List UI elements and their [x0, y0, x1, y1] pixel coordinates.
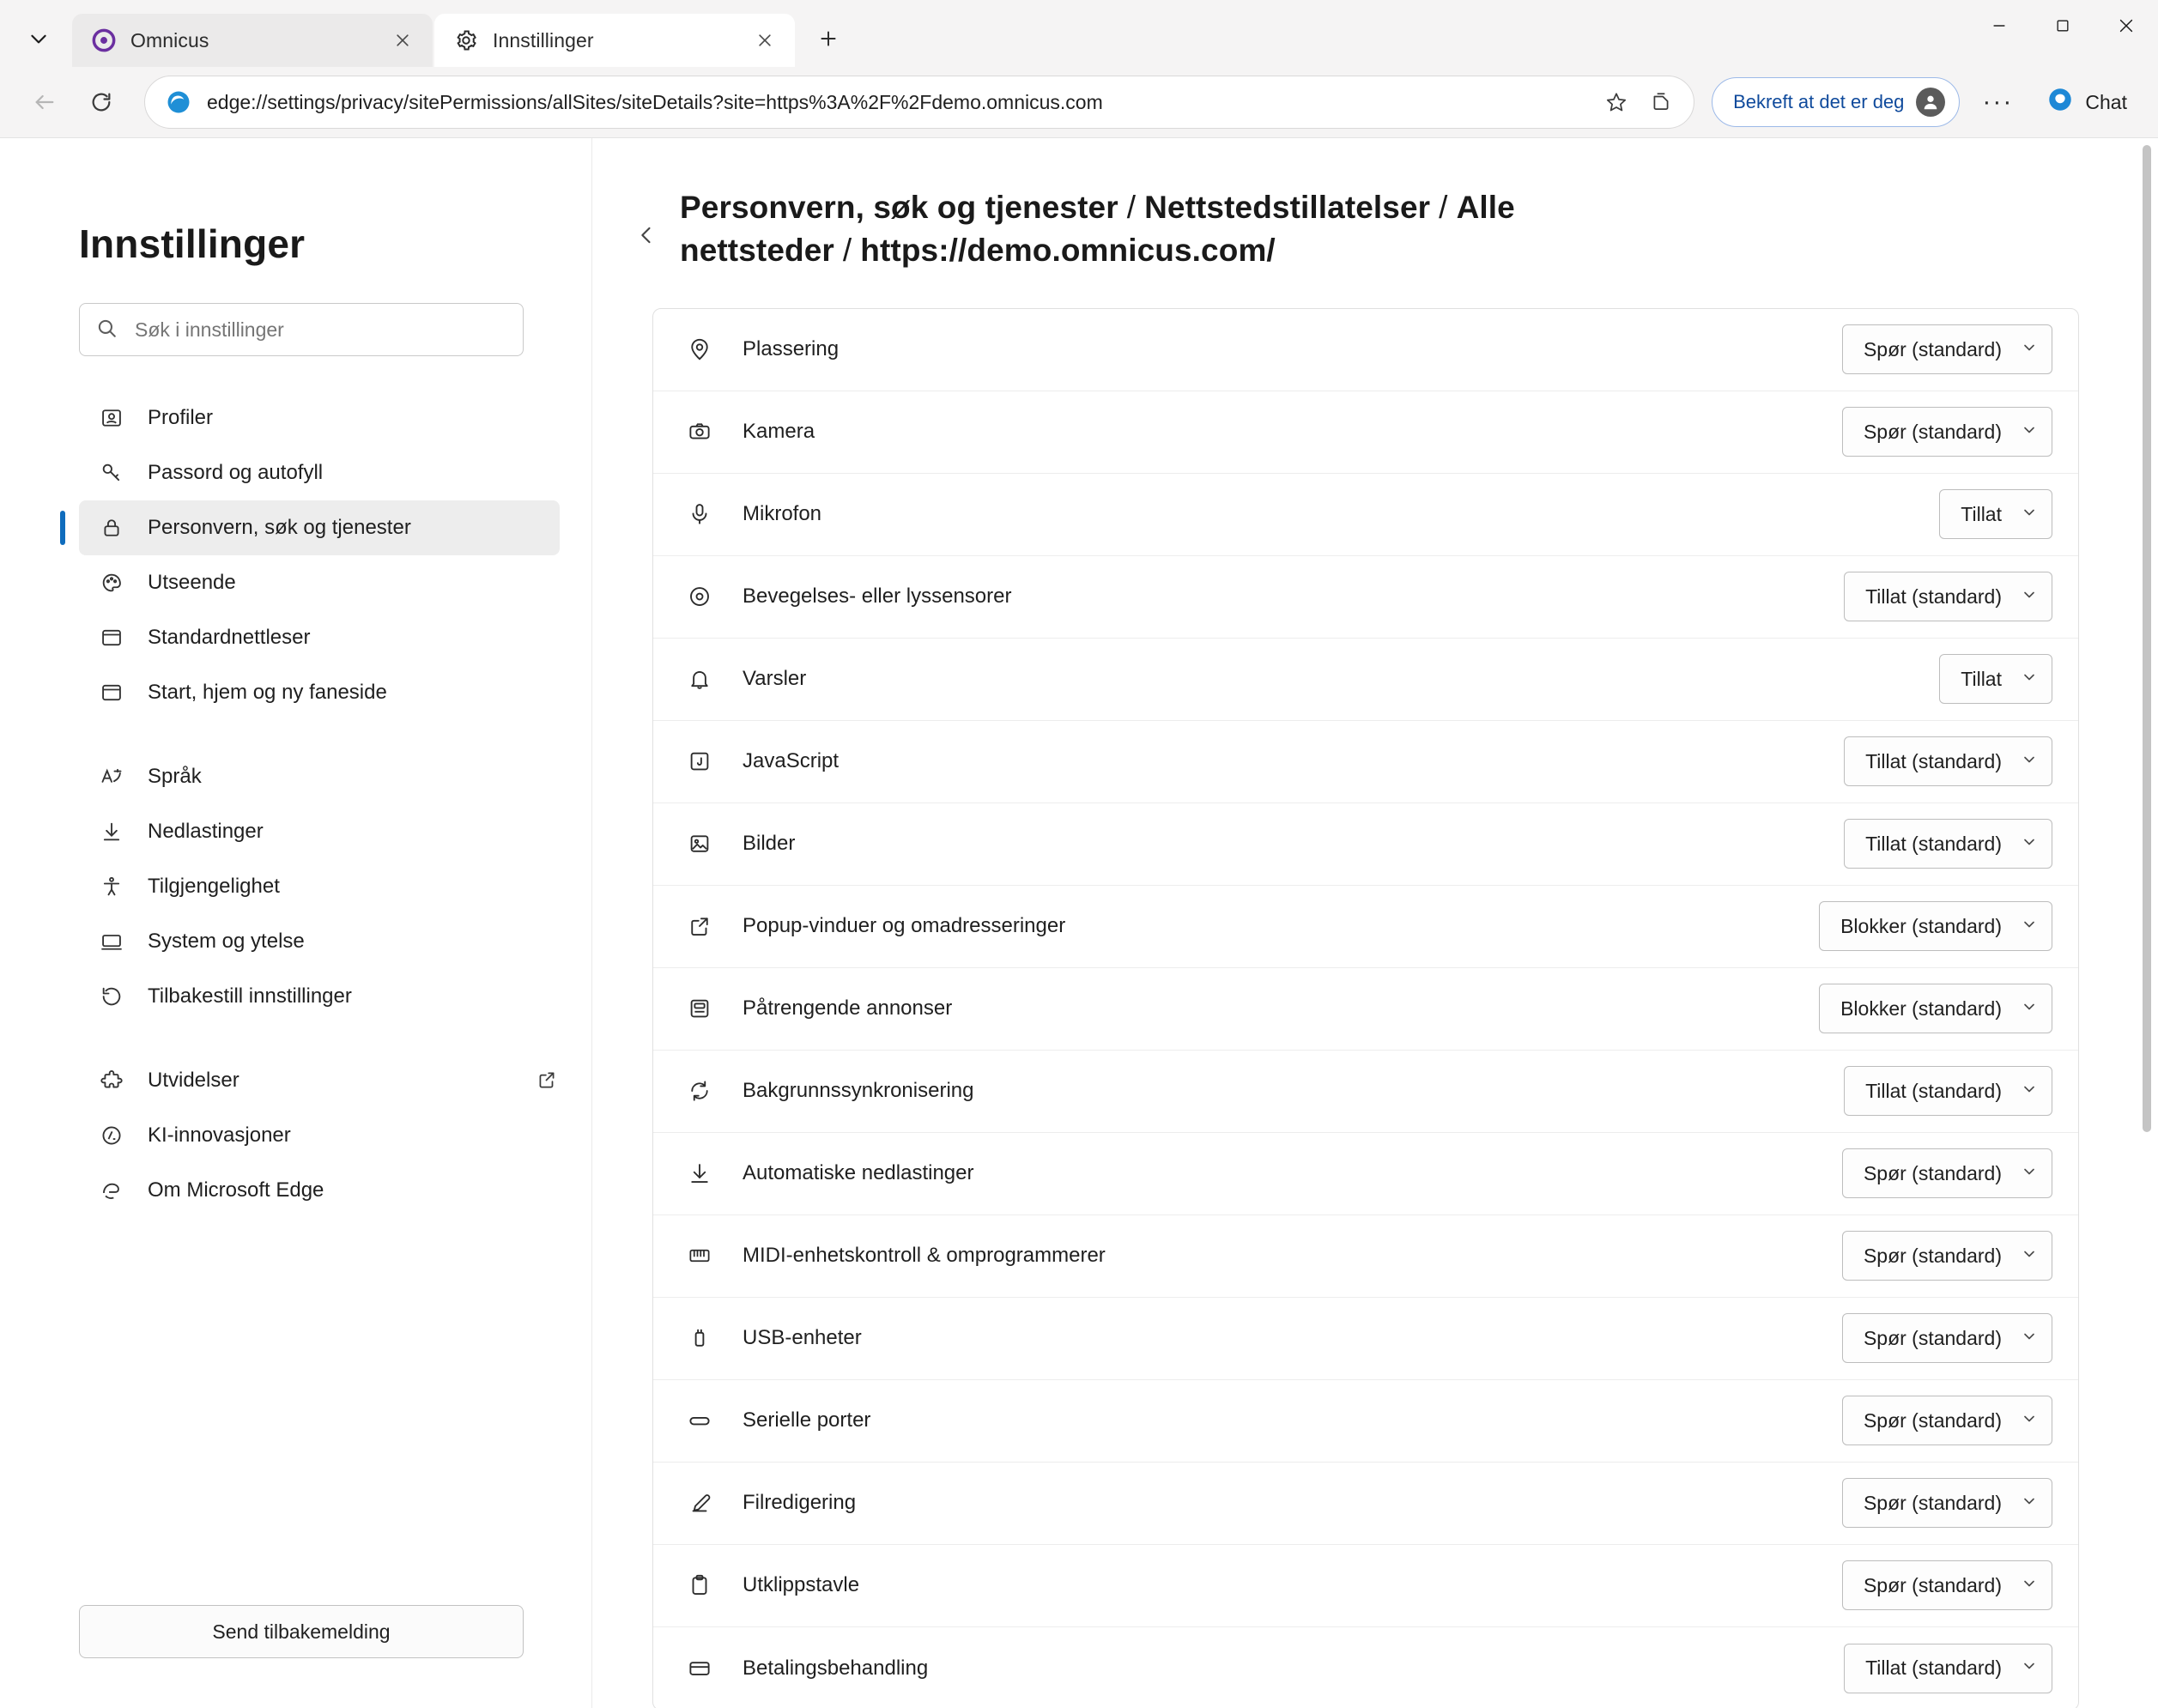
settings-main-pane [592, 138, 2158, 1708]
permission-value: Spør (standard) [1863, 1491, 2002, 1514]
page-content [0, 137, 2158, 1708]
breadcrumb-item-4: https://demo.omnicus.com/ [860, 232, 1276, 268]
sidebar-item-profiler[interactable] [79, 391, 560, 445]
permission-value: Tillat (standard) [1865, 1079, 2002, 1102]
settings-and-more-button[interactable] [1972, 76, 2023, 128]
sidebar-item-utvidelser[interactable] [79, 1053, 560, 1108]
permission-label: Mikrofon [743, 502, 822, 526]
sidebar-item-start-hjem-og-ny-faneside[interactable] [79, 665, 560, 720]
permission-label: Betalingsbehandling [743, 1656, 929, 1680]
sidebar-item-label: KI-innovasjoner [148, 1124, 291, 1147]
star-icon[interactable] [1594, 80, 1639, 124]
tab-omnicus[interactable] [72, 14, 433, 67]
permission-select[interactable] [1819, 984, 2052, 1033]
accessibility-icon [98, 873, 125, 900]
permission-row-bakgrunnssynkronisering [653, 1051, 2078, 1133]
chevron-down-icon [2021, 751, 2038, 772]
sidebar-item-label: Start, hjem og ny faneside [148, 681, 387, 704]
permission-row-filredigering [653, 1463, 2078, 1545]
address-bar[interactable] [144, 76, 1694, 129]
chevron-down-icon [2021, 504, 2038, 525]
midi-icon [682, 1239, 717, 1273]
nav-group-2 [79, 749, 557, 1024]
permission-label: Plassering [743, 337, 840, 361]
verify-identity-button[interactable] [1712, 77, 1960, 127]
permission-value: Tillat (standard) [1865, 584, 2002, 608]
tab-actions-chevron-down-icon[interactable] [12, 15, 65, 62]
permission-select[interactable] [1844, 1644, 2052, 1693]
file-edit-icon [682, 1486, 717, 1520]
sidebar-item-ki-innovasjoner[interactable] [79, 1108, 560, 1163]
permission-row-usb-enheter [653, 1298, 2078, 1380]
close-icon[interactable] [749, 24, 781, 57]
permission-select[interactable] [1842, 1560, 2052, 1610]
breadcrumb-separator: / [1439, 190, 1448, 225]
permission-value: Spør (standard) [1863, 1244, 2002, 1267]
permission-label: Automatiske nedlastinger [743, 1161, 974, 1185]
window-icon [98, 679, 125, 706]
send-feedback-button[interactable] [79, 1605, 524, 1658]
permission-select[interactable] [1844, 572, 2052, 621]
breadcrumb-separator: / [842, 232, 852, 268]
sidebar-item-label: Utvidelser [148, 1069, 239, 1092]
chat-label: Chat [2085, 90, 2127, 113]
tab-strip [72, 14, 795, 67]
sidebar-item-tilgjengelighet[interactable] [79, 859, 560, 914]
image-icon [682, 827, 717, 861]
search-icon [95, 317, 118, 343]
permission-row-popup-vinduer-og-omadresseringer [653, 886, 2078, 968]
sidebar-item-label: Profiler [148, 406, 214, 429]
sync-icon [682, 1074, 717, 1108]
breadcrumb-item-3[interactable]: Alle nettsteder [680, 190, 1515, 268]
avatar [1916, 88, 1945, 117]
sidebar-item-label: Utseende [148, 571, 236, 594]
chevron-down-icon [2021, 1493, 2038, 1514]
sidebar-item-label: System og ytelse [148, 930, 305, 953]
profile-icon [98, 404, 125, 432]
permission-label: Bakgrunnssynkronisering [743, 1079, 974, 1103]
permission-row-javascript [653, 721, 2078, 803]
site-permissions-card [652, 308, 2079, 1708]
sidebar-item-label: Språk [148, 765, 202, 788]
tab-title: Omnicus [130, 28, 209, 51]
permission-select[interactable] [1842, 1396, 2052, 1445]
ai-icon [98, 1122, 125, 1149]
permission-label: Popup-vinduer og omadresseringer [743, 914, 1066, 938]
permission-label: Påtrengende annonser [743, 996, 953, 1021]
permission-value: Spør (standard) [1863, 1573, 2002, 1596]
clipboard-icon [682, 1568, 717, 1602]
permission-label: USB-enheter [743, 1326, 862, 1350]
breadcrumb-item-1[interactable]: Personvern, søk og tjenester [680, 190, 1118, 225]
permission-select[interactable] [1939, 654, 2052, 704]
download-icon [682, 1156, 717, 1190]
verify-label: Bekreft at det er deg [1733, 91, 1905, 112]
permission-label: JavaScript [743, 749, 840, 773]
permission-select[interactable] [1844, 736, 2052, 786]
permission-select[interactable] [1842, 1148, 2052, 1198]
chevron-down-icon [2021, 586, 2038, 608]
chevron-down-icon [2021, 916, 2038, 937]
lock-icon [98, 514, 125, 542]
sidebar-item-standardnettleser[interactable] [79, 610, 560, 665]
chevron-down-icon [2021, 421, 2038, 443]
sidebar-item-label: Standardnettleser [148, 626, 311, 649]
permission-value: Tillat [1961, 667, 2002, 690]
sensor-icon [682, 579, 717, 614]
camera-icon [682, 415, 717, 449]
download-icon [98, 818, 125, 845]
maximize-button[interactable] [2031, 0, 2094, 51]
sidebar-item-label: Tilgjengelighet [148, 875, 280, 898]
permission-select[interactable] [1842, 1313, 2052, 1363]
chevron-down-icon [2021, 339, 2038, 360]
payment-icon [682, 1651, 717, 1686]
chevron-down-icon [2021, 1328, 2038, 1349]
settings-nav [0, 391, 591, 1247]
collections-icon[interactable] [1639, 80, 1683, 124]
sidebar-item-personvern-sok-og-tjenester[interactable] [79, 500, 560, 555]
sidebar-item-sprak[interactable] [79, 749, 560, 804]
scrollbar-thumb[interactable] [2143, 145, 2151, 1132]
chevron-down-icon [2021, 1163, 2038, 1184]
new-tab-button[interactable] [805, 15, 852, 62]
copilot-icon [2046, 85, 2075, 119]
permission-label: Varsler [743, 667, 807, 691]
permission-value: Spør (standard) [1863, 1408, 2002, 1432]
permission-value: Tillat [1961, 502, 2002, 525]
permission-label: Bilder [743, 832, 796, 856]
permission-select[interactable] [1842, 407, 2052, 457]
window-controls [1967, 0, 2158, 51]
system-icon [98, 928, 125, 955]
permission-label: Serielle porter [743, 1408, 871, 1432]
breadcrumb-item-2[interactable]: Nettstedstillatelser [1144, 190, 1431, 225]
sidebar-item-system-og-ytelse[interactable] [79, 914, 560, 969]
permission-row-midi-enhetskontroll [653, 1215, 2078, 1298]
permission-row-utklippstavle [653, 1545, 2078, 1627]
language-icon [98, 763, 125, 790]
copilot-chat-button[interactable] [2034, 76, 2139, 128]
nav-group-1 [79, 391, 557, 720]
page-scrollbar[interactable] [2141, 138, 2153, 1708]
permission-value: Spør (standard) [1863, 337, 2002, 360]
sidebar-item-label: Passord og autofyll [148, 461, 324, 484]
browser-icon [98, 624, 125, 651]
omnicus-logo-icon [91, 27, 117, 53]
permission-select[interactable] [1842, 324, 2052, 374]
page-title: Innstillinger [79, 221, 306, 266]
permission-select[interactable] [1819, 901, 2052, 951]
permission-row-bevegelses-eller-lyssensorer [653, 556, 2078, 639]
breadcrumb-separator: / [1126, 190, 1137, 225]
reload-icon[interactable] [76, 76, 127, 128]
permission-row-serielle-porter [653, 1380, 2078, 1463]
more-label: ··· [1982, 88, 2014, 116]
breadcrumb-row [592, 186, 2158, 272]
edge-icon [98, 1177, 125, 1204]
sidebar-item-nedlastinger[interactable] [79, 804, 560, 859]
extensions-icon [98, 1067, 125, 1094]
chevron-down-icon [2021, 998, 2038, 1020]
settings-sidebar [0, 138, 592, 1708]
chevron-down-icon [2021, 1575, 2038, 1596]
permission-select[interactable] [1939, 489, 2052, 539]
permission-value: Blokker (standard) [1840, 914, 2002, 937]
open-external-icon[interactable] [536, 1069, 560, 1093]
permission-label: Kamera [743, 420, 815, 444]
chevron-down-icon [2021, 833, 2038, 855]
permission-row-betalingsbehandling [653, 1627, 2078, 1708]
close-window-button[interactable] [2094, 0, 2158, 51]
browser-toolbar [0, 67, 2158, 137]
sidebar-item-label: Nedlastinger [148, 820, 264, 843]
permission-row-mikrofon [653, 474, 2078, 556]
feedback-area [0, 1605, 591, 1708]
tab-innstillinger[interactable] [434, 14, 795, 67]
permission-value: Spør (standard) [1863, 420, 2002, 443]
sidebar-item-om-microsoft-edge[interactable] [79, 1163, 560, 1218]
location-icon [682, 332, 717, 366]
permission-row-patrengende-annonser [653, 968, 2078, 1051]
permission-value: Tillat (standard) [1865, 832, 2002, 855]
minimize-button[interactable] [1967, 0, 2031, 51]
permission-value: Tillat (standard) [1865, 749, 2002, 772]
arrow-left-icon[interactable] [19, 76, 70, 128]
sidebar-item-passord-og-autofyll[interactable] [79, 445, 560, 500]
permission-label: Utklippstavle [743, 1573, 860, 1597]
nav-group-3 [79, 1053, 557, 1218]
chevron-down-icon [2021, 1081, 2038, 1102]
key-icon [98, 459, 125, 487]
breadcrumb [680, 186, 2088, 272]
microphone-icon [682, 497, 717, 531]
chevron-down-icon [2021, 1410, 2038, 1432]
permission-select[interactable] [1844, 1066, 2052, 1116]
popup-icon [682, 909, 717, 943]
chevron-down-icon [2021, 1245, 2038, 1267]
permission-value: Spør (standard) [1863, 1326, 2002, 1349]
close-icon[interactable] [386, 24, 419, 57]
permission-row-bilder [653, 803, 2078, 886]
permission-row-automatiske-nedlastinger [653, 1133, 2078, 1215]
permission-label: MIDI-enhetskontroll & omprogrammerer [743, 1244, 1106, 1268]
permission-row-varsler [653, 639, 2078, 721]
sidebar-item-tilbakestill-innstillinger[interactable] [79, 969, 560, 1024]
usb-icon [682, 1321, 717, 1355]
permission-label: Bevegelses- eller lyssensorer [743, 584, 1012, 609]
address-bar-text[interactable]: edge://settings/privacy/sitePermissions/allSites/siteDetails?site=https%3A%2F%2Fdemo.omnicus.com [207, 90, 1103, 113]
permission-value: Blokker (standard) [1840, 996, 2002, 1020]
reset-icon [98, 983, 125, 1010]
permission-value: Tillat (standard) [1865, 1657, 2002, 1680]
chevron-left-icon[interactable] [627, 215, 666, 255]
palette-icon [98, 569, 125, 597]
sidebar-item-utseende[interactable] [79, 555, 560, 610]
title-bar [0, 0, 2158, 67]
permission-select[interactable] [1842, 1231, 2052, 1281]
gear-icon [453, 27, 479, 53]
chevron-down-icon [2021, 1657, 2038, 1679]
tab-title: Innstillinger [493, 28, 594, 51]
ads-icon [682, 991, 717, 1026]
permission-label: Filredigering [743, 1491, 857, 1515]
javascript-icon [682, 744, 717, 778]
edge-site-icon [164, 88, 193, 117]
search-input[interactable] [79, 303, 524, 356]
bell-icon [682, 662, 717, 696]
sidebar-item-label: Personvern, søk og tjenester [148, 516, 411, 539]
sidebar-item-label: Tilbakestill innstillinger [148, 984, 352, 1008]
permission-select[interactable] [1844, 819, 2052, 869]
search-field[interactable] [133, 318, 507, 342]
chevron-down-icon [2021, 669, 2038, 690]
serial-port-icon [682, 1403, 717, 1438]
permission-select[interactable] [1842, 1478, 2052, 1528]
permission-row-kamera [653, 391, 2078, 474]
send-feedback-label: Send tilbakemelding [212, 1620, 391, 1643]
permission-row-plassering [653, 309, 2078, 391]
sidebar-item-label: Om Microsoft Edge [148, 1178, 324, 1202]
permission-value: Spør (standard) [1863, 1161, 2002, 1184]
